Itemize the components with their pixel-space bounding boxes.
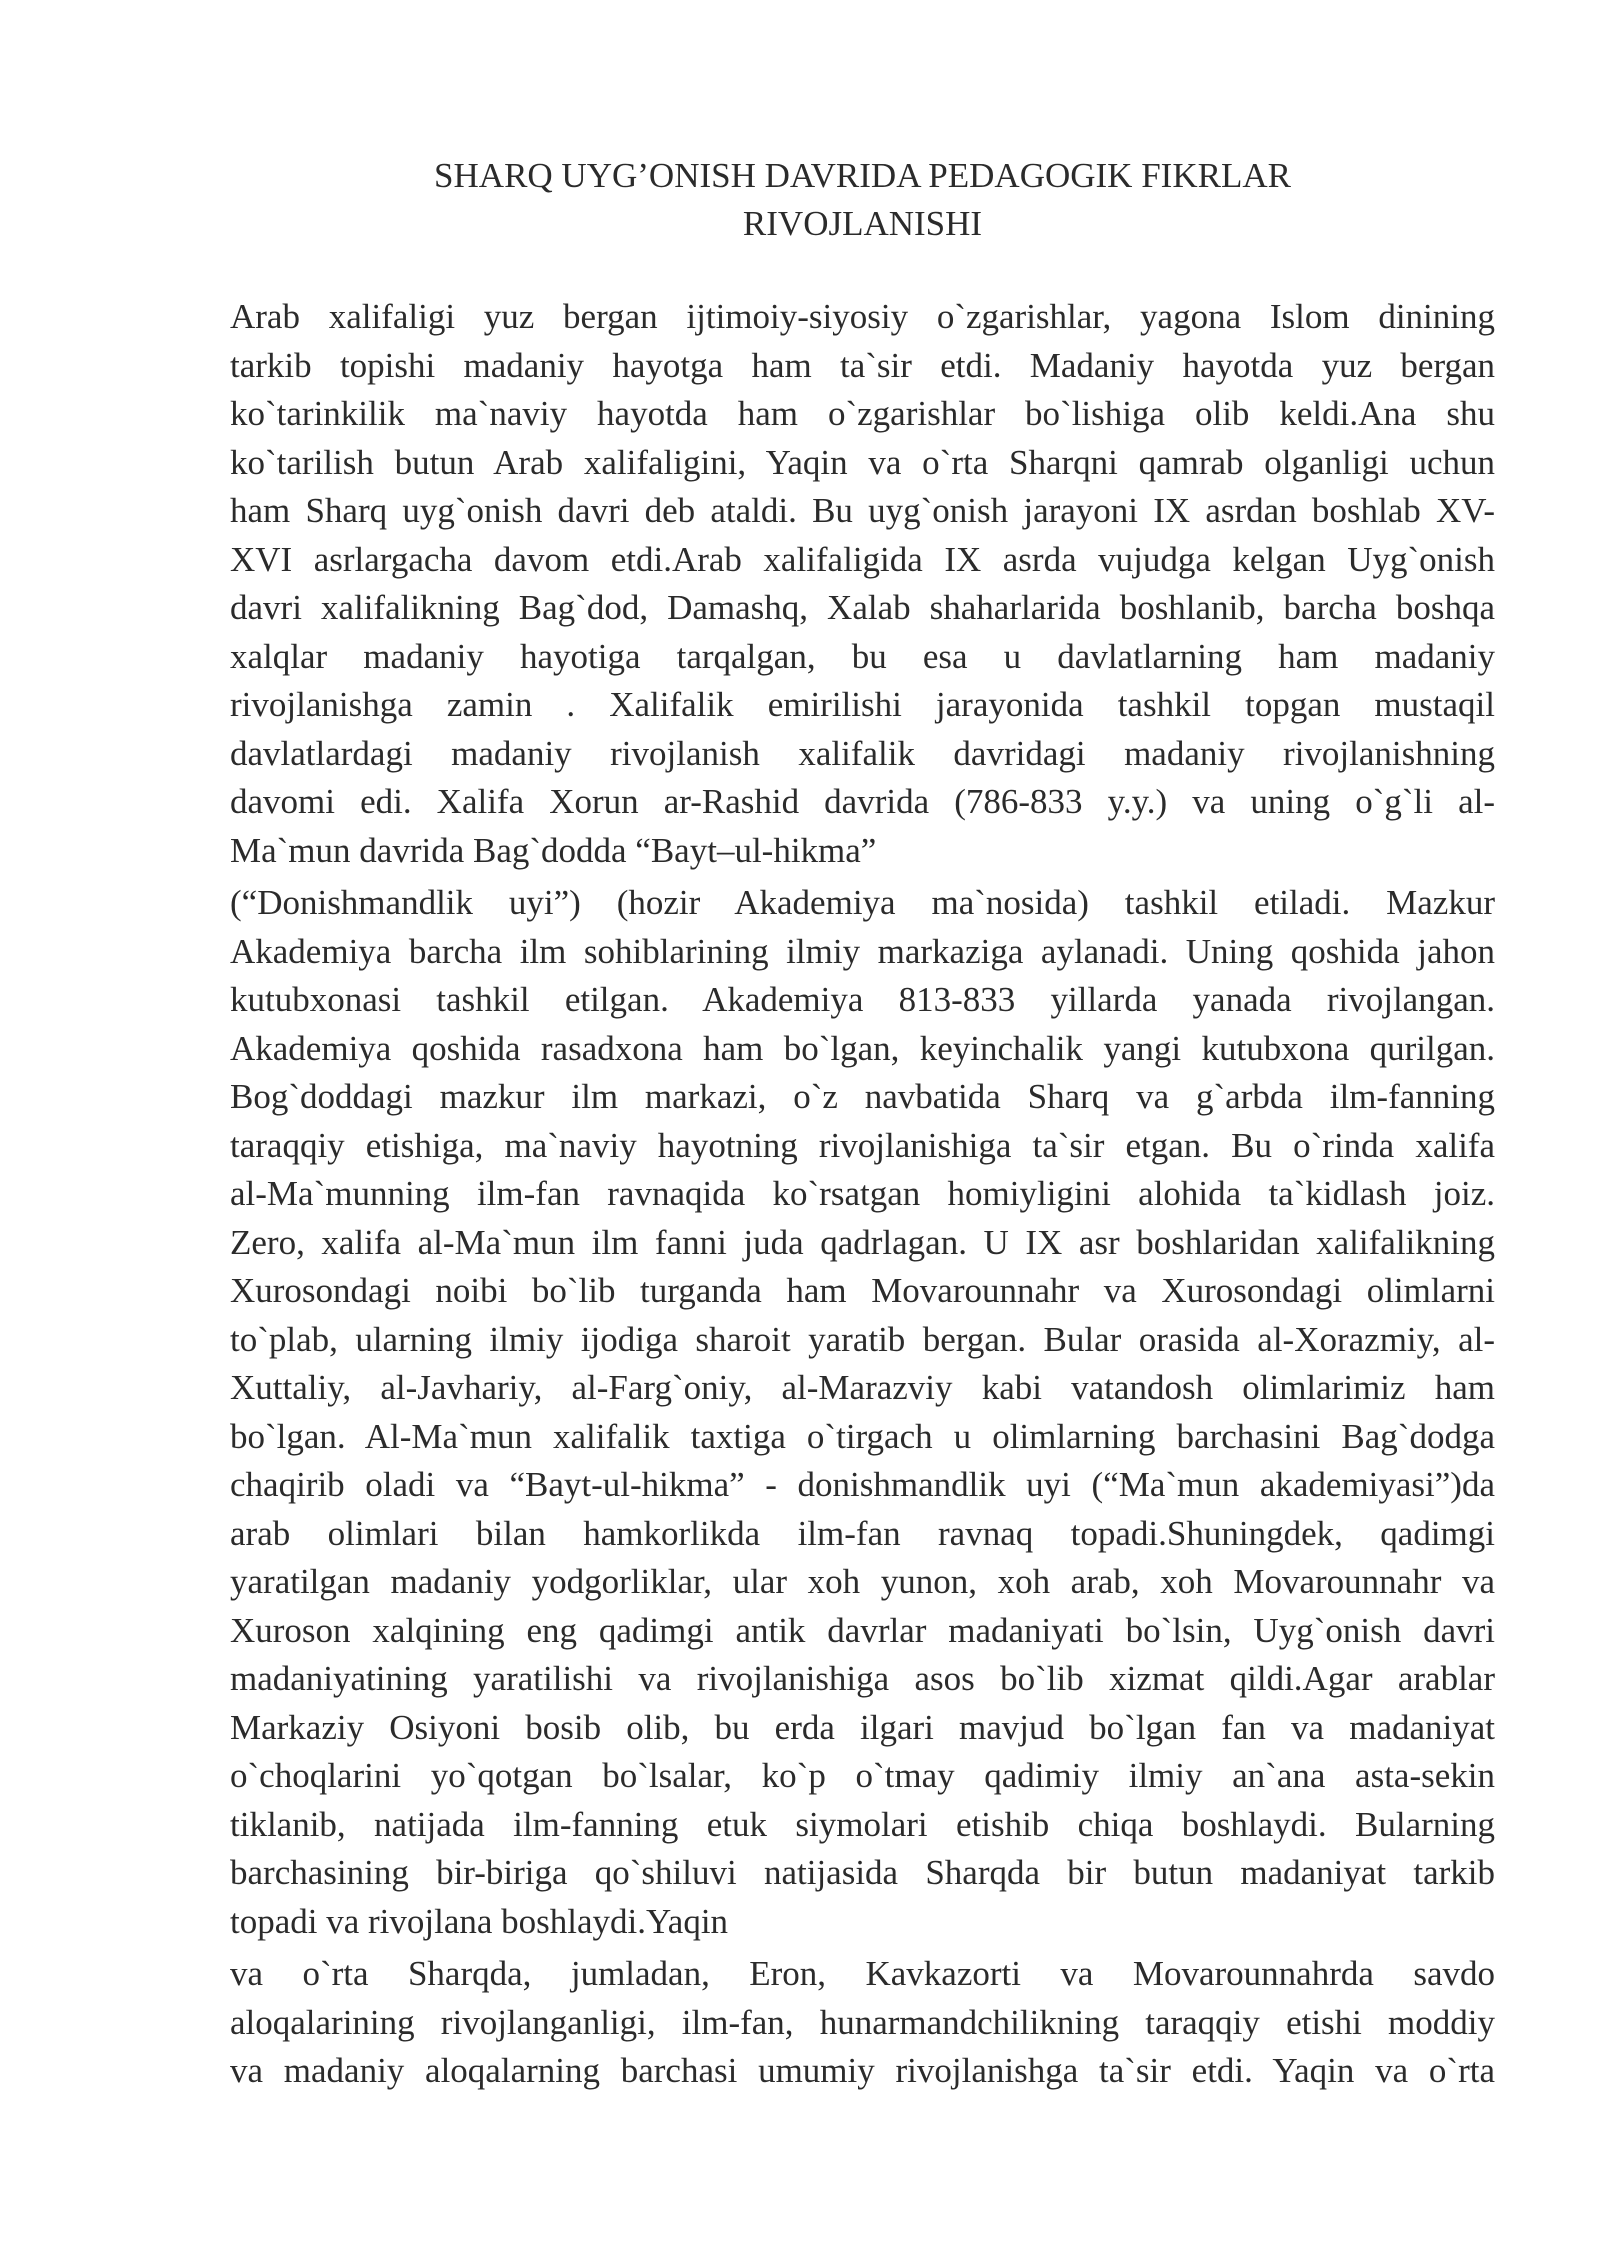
body-line: Ma`mun davrida Bag`dodda “Bayt–ul-hikma” <box>230 830 877 870</box>
body-line: davomi edi. Xalifa Xorun ar-Rashid davrida (786-833 y.y.) va uning o`g`li al- <box>230 782 1495 821</box>
body-line: tiklanib, natijada ilm-fanning etuk siymolari etishib chiqa boshlaydi. Bularning <box>230 1804 1495 1844</box>
body-line: Markaziy Osiyoni bosib olib, bu erda ilgari mavjud bo`lgan fan va madaniyat <box>230 1707 1495 1747</box>
body-line: Akademiya barcha ilm sohiblarining ilmiy markaziga aylanadi. Uning qoshida jahon <box>230 931 1495 971</box>
document-body <box>230 293 1495 2096</box>
body-line: tarkib topishi madaniy hayotga ham ta`sir etdi. Madaniy hayotda yuz bergan <box>230 345 1495 385</box>
body-line: va madaniy aloqalarning barchasi umumiy rivojlanishga ta`sir etdi. Yaqin va o`rta <box>230 2051 1495 2090</box>
body-line: bo`lgan. Al-Ma`mun xalifalik taxtiga o`tirgach u olimlarning barchasini Bag`dodga <box>230 1416 1495 1456</box>
body-line: Bog`doddagi mazkur ilm markazi, o`z navbatida Sharq va g`arbda ilm-fanning <box>230 1077 1495 1116</box>
body-line: ham Sharq uyg`onish davri deb ataldi. Bu uyg`onish jarayoni IX asrdan boshlab XV- <box>230 491 1495 530</box>
body-line: Zero, xalifa al-Ma`mun ilm fanni juda qadrlagan. U IX asr boshlaridan xalifalikning <box>230 1222 1495 1262</box>
body-line: al-Ma`munning ilm-fan ravnaqida ko`rsatgan homiyligini alohida ta`kidlash joiz. <box>230 1174 1495 1213</box>
body-line: XVI asrlargacha davom etdi.Arab xalifaligida IX asrda vujudga kelgan Uyg`onish <box>230 539 1495 579</box>
body-line: chaqirib oladi va “Bayt-ul-hikma” - donishmandlik uyi (“Ma`mun akademiyasi”)da <box>230 1465 1495 1504</box>
body-line: Arab xalifaligi yuz bergan ijtimoiy-siyosiy o`zgarishlar, yagona Islom dinining <box>230 297 1495 336</box>
body-line: topadi va rivojlana boshlaydi.Yaqin <box>230 1901 729 1941</box>
body-line: aloqalarining rivojlanganligi, ilm-fan, hunarmandchilikning taraqqiy etishi moddiy <box>230 2002 1495 2042</box>
body-line: Akademiya qoshida rasadxona ham bo`lgan, keyinchalik yangi kutubxona qurilgan. <box>230 1028 1495 1068</box>
body-line: davri xalifalikning Bag`dod, Damashq, Xalab shaharlarida boshlanib, barcha boshqa <box>230 588 1495 627</box>
body-line: ko`tarinkilik ma`naviy hayotda ham o`zgarishlar bo`lishiga olib keldi.Ana shu <box>230 394 1495 433</box>
body-line: madaniyatining yaratilishi va rivojlanishiga asos bo`lib xizmat qildi.Agar arablar <box>230 1659 1495 1698</box>
body-line: to`plab, ularning ilmiy ijodiga sharoit yaratib bergan. Bular orasida al-Xorazmiy, al- <box>230 1319 1495 1359</box>
document-title <box>230 152 1495 248</box>
body-line: o`choqlarini yo`qotgan bo`lsalar, ko`p o`tmay qadimiy ilmiy an`ana asta-sekin <box>230 1756 1495 1795</box>
title-line-1: SHARQ UYG’ONISH DAVRIDA PEDAGOGIK FIKRLAR <box>434 156 1291 195</box>
body-line: taraqqiy etishiga, ma`naviy hayotning rivojlanishiga ta`sir etgan. Bu o`rinda xalifa <box>230 1125 1495 1165</box>
body-line: rivojlanishga zamin . Xalifalik emirilishi jarayonida tashkil topgan mustaqil <box>230 685 1495 724</box>
title-line-2: RIVOJLANISHI <box>742 204 983 243</box>
body-line: (“Donishmandlik uyi”) (hozir Akademiya ma`nosida) tashkil etiladi. Mazkur <box>230 883 1495 922</box>
body-line: ko`tarilish butun Arab xalifaligini, Yaqin va o`rta Sharqni qamrab olganligi uchun <box>230 442 1495 482</box>
body-line: Xuttaliy, al-Javhariy, al-Farg`oniy, al-Marazviy kabi vatandosh olimlarimiz ham <box>230 1368 1495 1407</box>
body-line: arab olimlari bilan hamkorlikda ilm-fan ravnaq topadi.Shuningdek, qadimgi <box>230 1513 1495 1553</box>
body-line: yaratilgan madaniy yodgorliklar, ular xoh yunon, xoh arab, xoh Movarounnahr va <box>230 1562 1495 1601</box>
body-line: xalqlar madaniy hayotiga tarqalgan, bu esa u davlatlarning ham madaniy <box>230 636 1495 676</box>
body-line: va o`rta Sharqda, jumladan, Eron, Kavkazorti va Movarounnahrda savdo <box>230 1954 1495 1993</box>
body-line: kutubxonasi tashkil etilgan. Akademiya 813-833 yillarda yanada rivojlangan. <box>230 980 1495 1019</box>
body-line: Xurosondagi noibi bo`lib turganda ham Movarounnahr va Xurosondagi olimlarni <box>230 1271 1495 1310</box>
body-line: barchasining bir-biriga qo`shiluvi natijasida Sharqda bir butun madaniyat tarkib <box>230 1853 1495 1892</box>
body-line: Xuroson xalqining eng qadimgi antik davrlar madaniyati bo`lsin, Uyg`onish davri <box>230 1610 1495 1650</box>
body-line: davlatlardagi madaniy rivojlanish xalifalik davridagi madaniy rivojlanishning <box>230 733 1495 773</box>
